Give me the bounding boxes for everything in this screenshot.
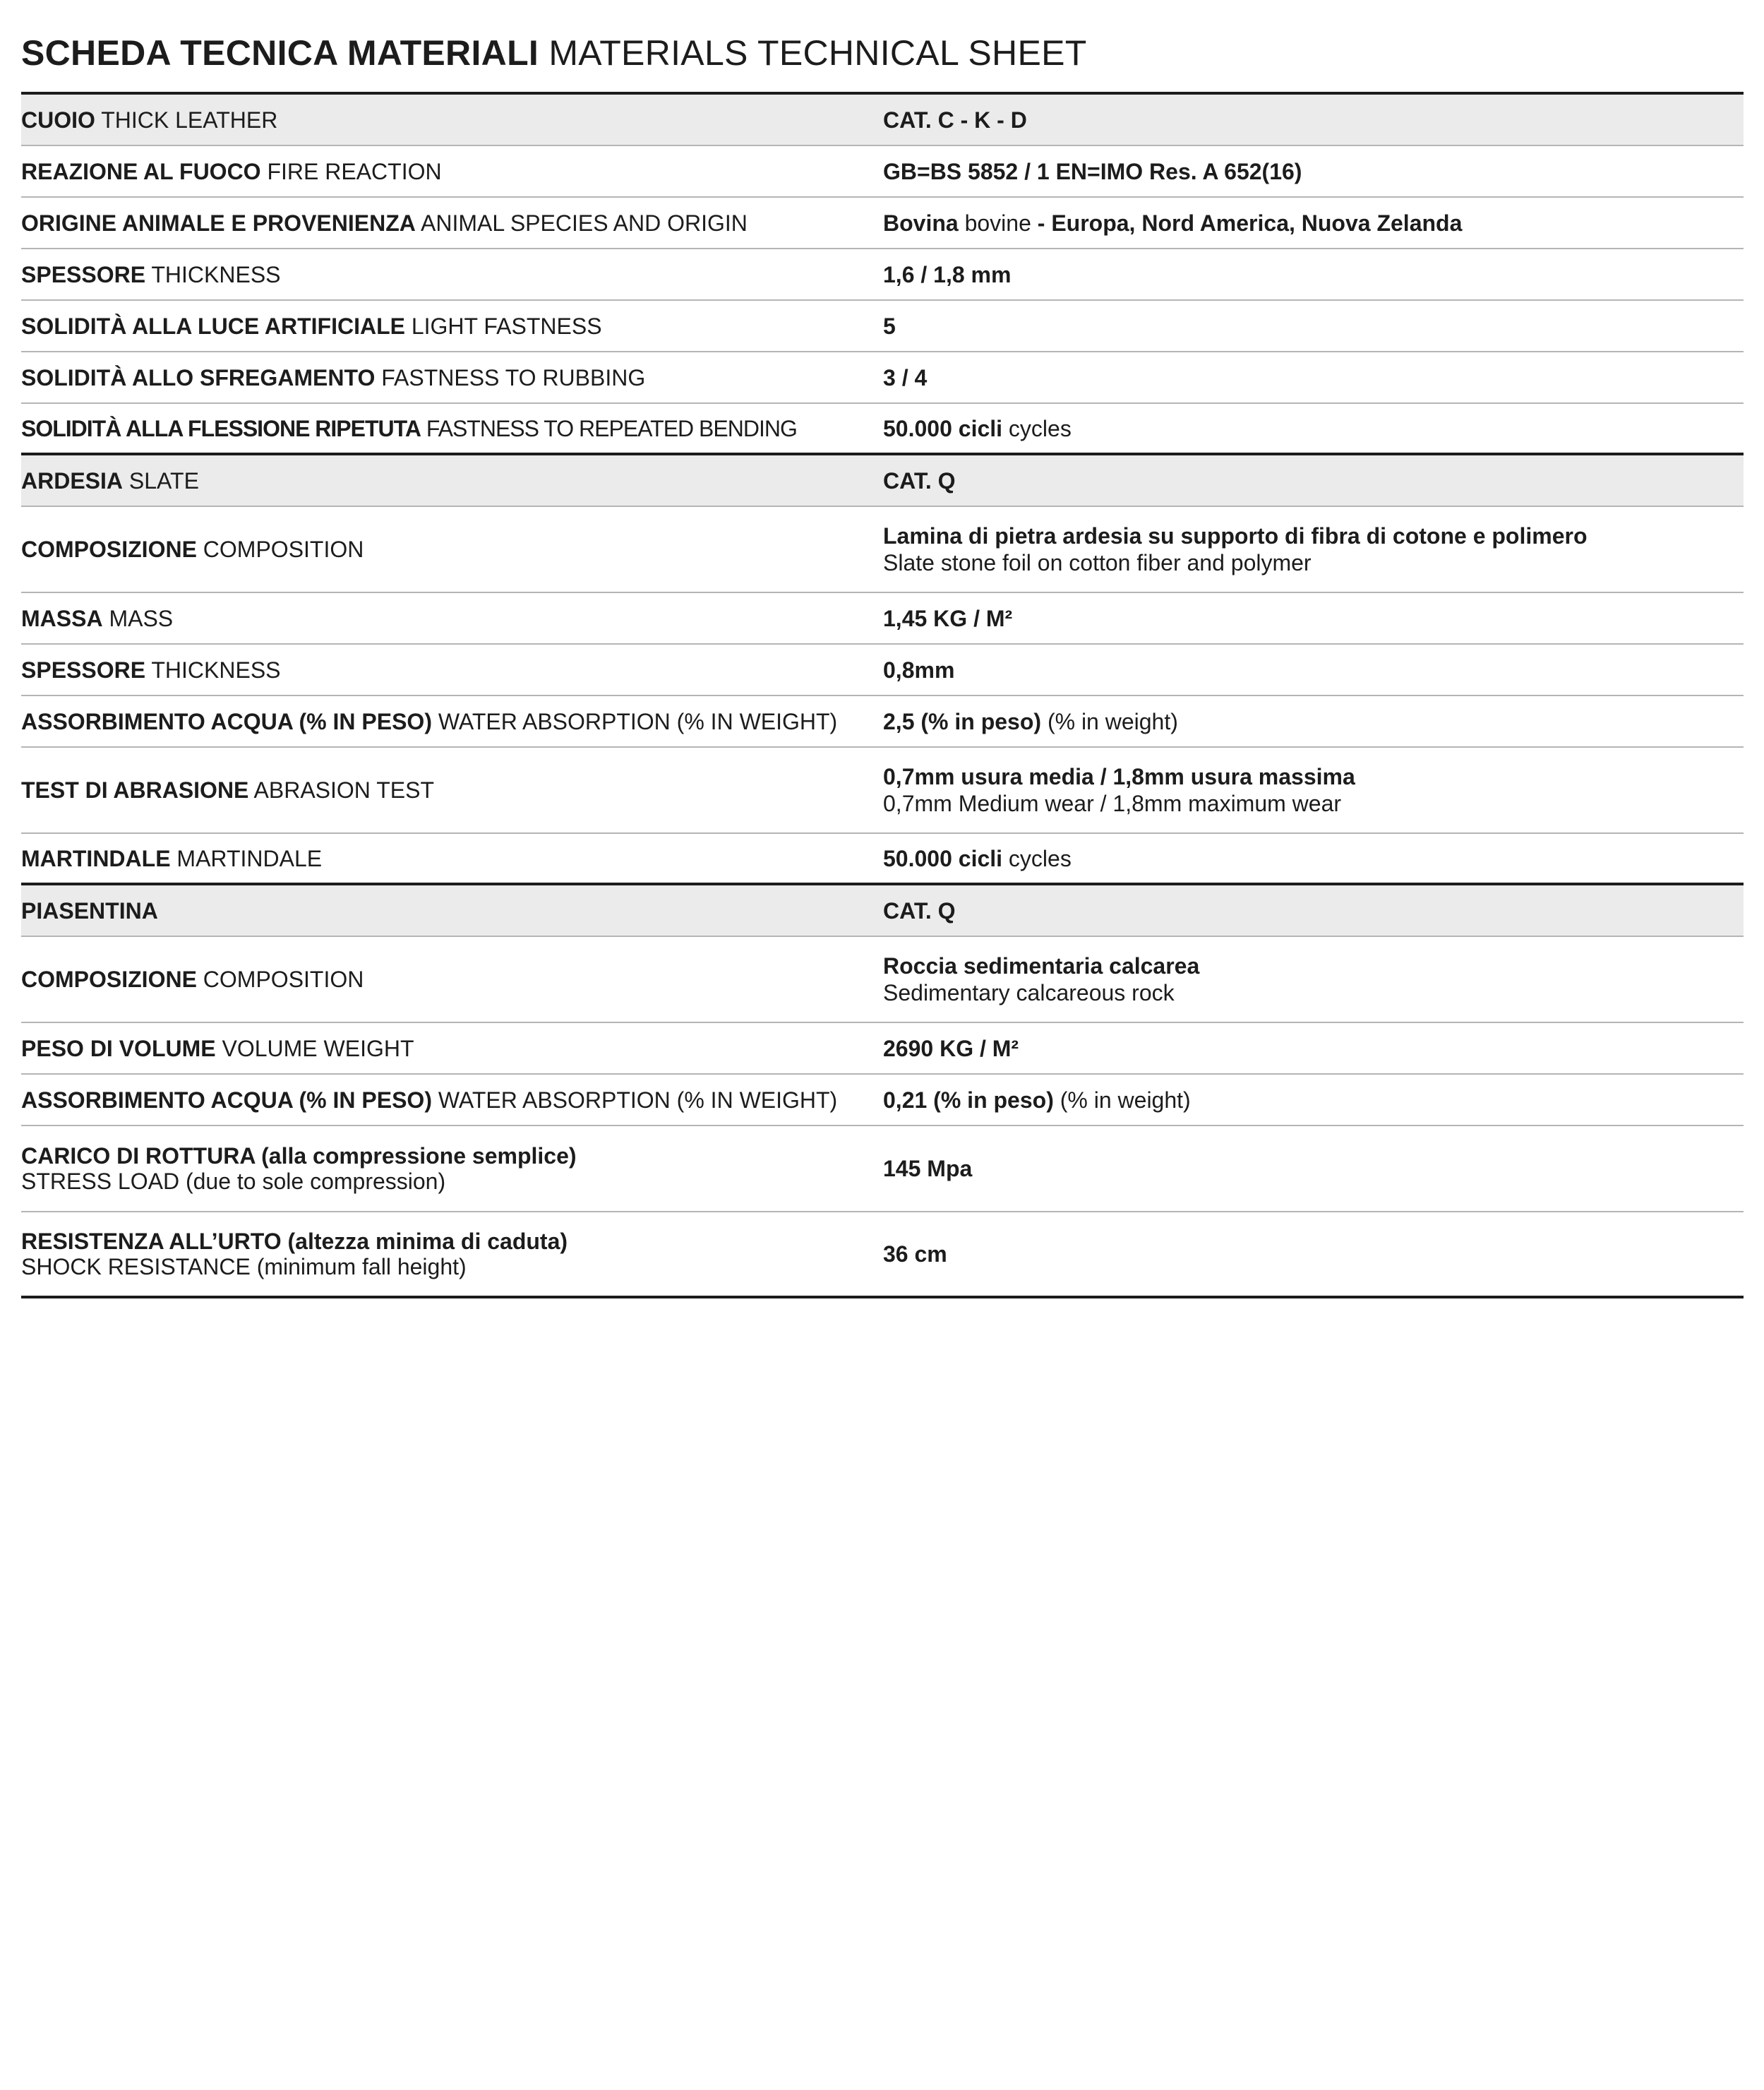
property-label: CARICO DI ROTTURA (alla compressione semplice) [21,1143,577,1169]
property-value: Lamina di pietra ardesia su supporto di fibra di cotone e polimero [883,523,1588,549]
property-label: PESO DI VOLUME [21,1035,216,1061]
property-value-unit: cycles [1008,415,1072,441]
property-value: Roccia sedimentaria calcarea [883,953,1200,979]
property-label-en: FASTNESS TO REPEATED BENDING [426,415,797,441]
property-value: 0,21 (% in peso) [883,1087,1054,1113]
property-label: SPESSORE [21,261,146,287]
property-value: GB=BS 5852 / 1 EN=IMO Res. A 652(16) [883,158,1302,184]
property-label-en: COMPOSITION [203,967,364,992]
table-row [21,404,1744,455]
property-label-en: MARTINDALE [176,845,323,871]
section-header-piasentina [21,885,1744,937]
property-value: 50.000 cicli [883,845,1003,871]
property-value: 1,45 KG / M² [883,605,1013,631]
table-row [21,1075,1744,1126]
property-label: MARTINDALE [21,845,171,871]
property-label: COMPOSIZIONE [21,967,197,992]
table-row [21,645,1744,696]
property-label-en: FASTNESS TO RUBBING [381,364,646,390]
table-row [21,507,1744,593]
property-label-en: SHOCK RESISTANCE (minimum fall height) [21,1254,467,1279]
property-value-en: Slate stone foil on cotton fiber and polymer [883,550,1312,575]
property-label-en: MASS [109,605,174,631]
property-value: Bovina [883,210,959,236]
property-value-en: bovine [964,210,1031,236]
property-label: COMPOSIZIONE [21,537,197,562]
section-name: ARDESIA [21,467,124,494]
property-value-en: 0,7mm Medium wear / 1,8mm maximum wear [883,791,1342,816]
property-label-en: STRESS LOAD (due to sole compression) [21,1169,446,1194]
table-row [21,198,1744,249]
property-label: SOLIDITÀ ALLA LUCE ARTIFICIALE [21,313,405,339]
section-header-cuoio [21,95,1744,146]
section-category: CAT. C - K - D [883,107,1027,133]
property-label: TEST DI ABRASIONE [21,777,249,803]
property-value: 36 cm [883,1241,947,1267]
page-title [21,32,1087,73]
section-header-ardesia [21,455,1744,507]
property-value: 2,5 (% in peso) [883,708,1042,734]
property-label: ORIGINE ANIMALE E PROVENIENZA [21,210,416,236]
property-label: SOLIDITÀ ALLO SFREGAMENTO [21,364,376,390]
property-label-en: THICKNESS [151,657,281,683]
property-label-en: WATER ABSORPTION (% IN WEIGHT) [438,708,838,734]
property-label: ASSORBIMENTO ACQUA (% IN PESO) [21,1087,432,1113]
table-row [21,1126,1744,1212]
table-row [21,249,1744,301]
table-row [21,301,1744,352]
table-row [21,593,1744,645]
property-label-en: FIRE REACTION [267,158,442,184]
property-value: 1,6 / 1,8 mm [883,261,1012,287]
property-label-en: VOLUME WEIGHT [222,1035,414,1061]
property-label: RESISTENZA ALL’URTO (altezza minima di caduta) [21,1229,568,1254]
property-value: 5 [883,313,896,339]
property-label-en: LIGHT FASTNESS [411,313,602,339]
property-value-origin: - Europa, Nord America, Nuova Zelanda [1037,210,1463,236]
section-category: CAT. Q [883,467,956,494]
property-value-en: Sedimentary calcareous rock [883,980,1175,1005]
property-label-en: ANIMAL SPECIES AND ORIGIN [420,210,748,236]
table-row [21,146,1744,198]
property-label: SPESSORE [21,657,146,683]
property-label-en: COMPOSITION [203,537,364,562]
title-italian: SCHEDA TECNICA MATERIALI [21,33,539,73]
property-value-unit: (% in weight) [1060,1087,1191,1113]
property-label: ASSORBIMENTO ACQUA (% IN PESO) [21,708,432,734]
property-value: 2690 KG / M² [883,1035,1019,1061]
table-row [21,352,1744,404]
property-label: REAZIONE AL FUOCO [21,158,261,184]
section-name: CUOIO [21,107,95,133]
property-value: 145 Mpa [883,1156,973,1181]
property-value-unit: cycles [1008,845,1072,871]
table-row [21,937,1744,1023]
property-value: 3 / 4 [883,364,928,390]
property-value: 0,8mm [883,657,955,683]
table-row [21,834,1744,885]
table-row [21,748,1744,834]
property-value: 0,7mm usura media / 1,8mm usura massima [883,764,1355,789]
materials-table [21,95,1744,1298]
section-name: PIASENTINA [21,897,158,924]
title-english: MATERIALS TECHNICAL SHEET [548,33,1087,73]
property-value: 50.000 cicli [883,415,1003,441]
section-name-en: SLATE [128,467,199,494]
property-value-unit: (% in weight) [1047,708,1178,734]
table-row [21,1023,1744,1075]
property-label: MASSA [21,605,103,631]
section-name-en: THICK LEATHER [101,107,278,133]
section-category: CAT. Q [883,897,956,924]
property-label-en: THICKNESS [151,261,281,287]
property-label-en: WATER ABSORPTION (% IN WEIGHT) [438,1087,838,1113]
property-label: SOLIDITÀ ALLA FLESSIONE RIPETUTA [21,415,421,441]
table-row [21,696,1744,748]
table-row [21,1212,1744,1298]
property-label-en: ABRASION TEST [253,777,434,803]
